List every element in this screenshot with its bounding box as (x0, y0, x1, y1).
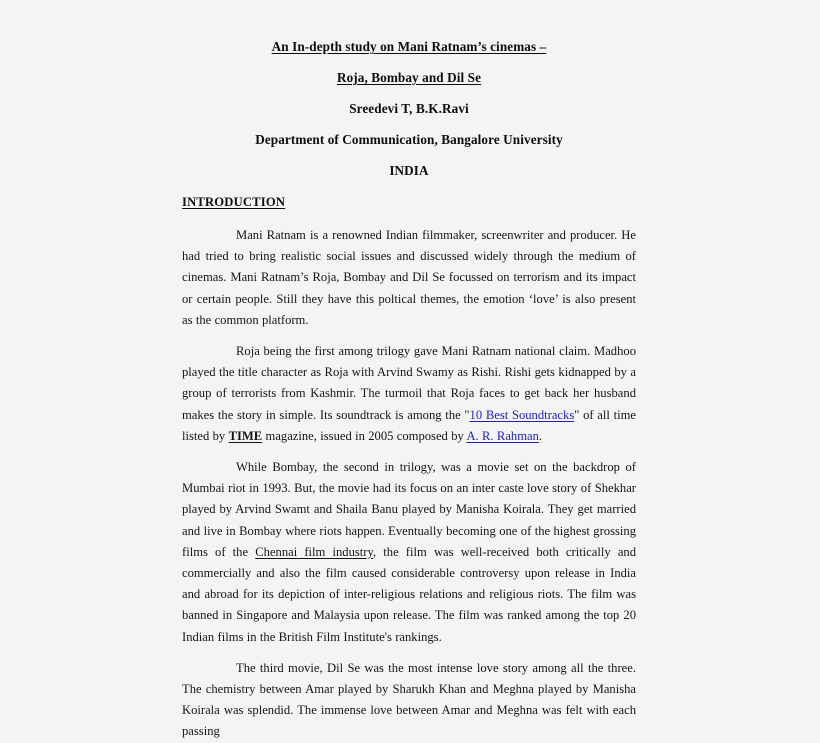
paragraph-roja-text-d: . (538, 428, 543, 443)
paper-authors: Sreedevi T, B.K.Ravi (349, 101, 469, 116)
paragraph-roja-text-a: Roja being the first among trilogy gave Mani Ratnam national claim. Madhoo played the title character as Roja with Arvind Swamy as Rishi. Rishi gets kidnapped by a group of terrorists from Kashmir. The turmoil that Roja faces to get back her husband makes the story in simple. Its soundtrack is among the " (182, 344, 636, 422)
spacer-title-1 (182, 55, 636, 70)
paragraph-bombay (182, 457, 636, 648)
section-heading-introduction: INTRODUCTION (182, 195, 286, 209)
link-time-magazine[interactable]: TIME (228, 428, 263, 443)
paragraph-intro-text: Mani Ratnam is a renowned Indian filmmaker, screenwriter and producer. He had tried to bring realistic social issues and discussed widely through the medium of cinemas. Mani Ratnam’s Roja, Bombay and Dil Se focussed on terrorism and its impact or certain people. Still they have this poltical themes, the emotion ‘love’ is also present as the common platform. (182, 228, 636, 327)
paper-country: INDIA (389, 163, 429, 178)
spacer-section-heading (182, 210, 636, 225)
spacer-affiliation (182, 148, 636, 163)
paragraph-roja-text-b: " of all time listed by (182, 407, 636, 443)
paper-title-line-2-text: Roja, Bombay and Dil Se (336, 70, 482, 85)
paragraph-roja-text-c: magazine, issued in 2005 composed by (262, 428, 467, 443)
link-chennai-film-industry[interactable]: Chennai film industry (255, 544, 373, 559)
paper-title-line-2 (182, 70, 636, 86)
paragraph-bombay-text-a: While Bombay, the second in trilogy, was a movie set on the backdrop of Mumbai riot in 1993. But, the movie had its focus on an inter caste love story of Shekhar played by Arvind Swamt and Shaila Banu played by Manisha Koirala. They get married and live in Bombay where riots happen. Eventually becoming one of the highest grossing films of the (182, 460, 636, 559)
link-a-r-rahman[interactable]: A. R. Rahman (466, 428, 539, 443)
spacer-country (182, 179, 636, 194)
paragraph-dil-se (182, 658, 636, 743)
paper-title-line-1 (182, 39, 636, 55)
document-content-column (182, 0, 636, 743)
spacer-title-2 (182, 86, 636, 101)
spacer-authors (182, 117, 636, 132)
paragraph-intro (182, 225, 636, 331)
paragraph-bombay-text-b: , the film was well-received both critically and commercially and also the film caused considerable controversy upon release in India and abroad for its depiction of inter-religious relations and religious riots. The film was banned in Singapore and Malaysia upon release. The film was ranked among the top 20 Indian films in the British Film Institute's rankings. (182, 544, 636, 644)
paper-title-line-1-text: An In-depth study on Mani Ratnam’s cinemas – (271, 39, 547, 54)
paragraph-dil-se-text: The third movie, Dil Se was the most intense love story among all the three. The chemistry between Amar played by Sharukh Khan and Meghna played by Manisha Koirala was splendid. The immense love between Amar and Meghna was felt with each passing (182, 660, 636, 739)
paragraph-roja (182, 341, 636, 447)
spacer-top (182, 0, 636, 39)
paper-affiliation: Department of Communication, Bangalore University (255, 132, 563, 147)
link-10-best-soundtracks[interactable]: 10 Best Soundtracks (469, 407, 575, 422)
